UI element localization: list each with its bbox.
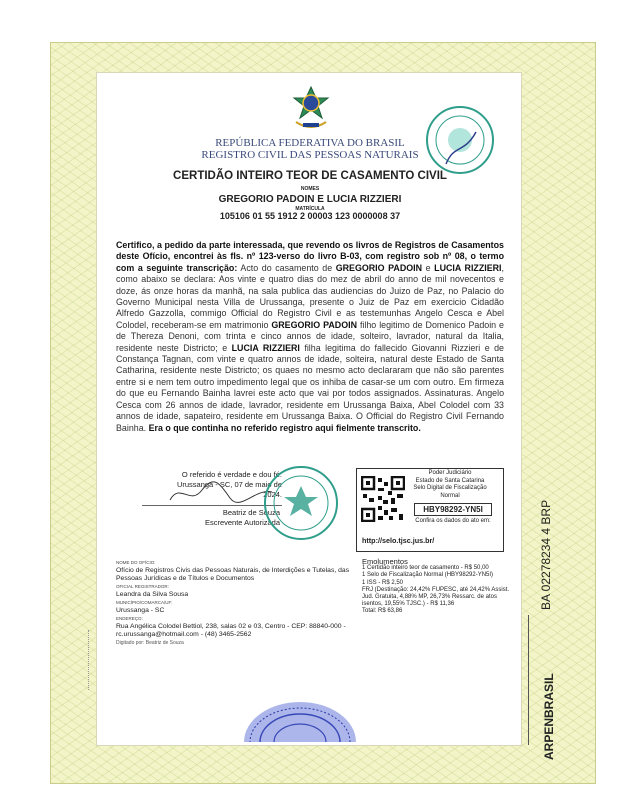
registrar-label: OFICIAL REGISTRADOR:: [116, 584, 169, 589]
attestation-text: O referido é verdade e dou fé.: [181, 470, 282, 479]
body-and: e: [422, 262, 435, 273]
address-label: ENDEREÇO:: [116, 616, 143, 621]
signature-line: [142, 505, 282, 506]
matricula-number: 105106 01 55 1912 2 00003 123 0000008 37: [219, 211, 401, 221]
fee-total: Total: R$ 63,86: [362, 608, 403, 615]
certificate-title: CERTIDÃO INTEIRO TEOR DE CASAMENTO CIVIL: [173, 170, 447, 182]
margin-rule: [528, 615, 529, 745]
closing-statement: Era o que continha no referido registro aqui fielmente transcrito.: [148, 422, 421, 433]
signatory-name: Beatriz de Souza: [222, 508, 280, 517]
digital-seal-header: [404, 470, 496, 500]
body-text-1: Acto do casamento de: [237, 262, 336, 273]
fee-line: 1 ISS - R$ 2,50: [362, 579, 404, 586]
municipality-label: MUNICÍPIO/COMARCA/UF:: [116, 600, 173, 605]
serial-text: BA 02278234 4 BRP: [539, 499, 553, 610]
qr-code-icon[interactable]: [361, 476, 405, 522]
fees-title: Emolumentos: [362, 557, 408, 566]
registry-office-info: [116, 559, 352, 647]
registrar-name: Leandra da Silva Sousa: [116, 591, 189, 598]
coat-of-arms-icon: [290, 86, 332, 132]
certification-intro: Certifico, a pedido da parte interessada, que revendo os livros de Registros de Casamentos deste Ofício, encontrei às fls. nº 123-verso do livro B-03, com registro sob nº 08, o termo com a seguinte transcrição:: [116, 240, 504, 273]
municipality: Urussanga - SC: [116, 607, 165, 614]
bride-name-2: LUCIA RIZZIERI: [231, 342, 300, 353]
seal-code: HBY98292-YN5I: [414, 503, 492, 516]
bride-name: LUCIA RIZZIERI: [434, 262, 502, 273]
matricula-label: MATRÍCULA: [295, 206, 325, 212]
fee-line: FRJ (Destinação: 24,42% FUPESC, até 24,42% Assist. Jud. Gratuita, 4,88% MP, 26,73% Ressarc. de atos isentos, 19,55% TJSC.) - R$ 11,36: [362, 586, 510, 608]
paper-serial-number: [536, 470, 556, 612]
selo-line-3: Selo Digital de Fiscalização: [413, 485, 487, 491]
republic-title: REPÚBLICA FEDERATIVA DO BRASIL: [215, 137, 405, 149]
place-date: Urussanga - SC, 07 de maio de 2024.: [176, 480, 282, 499]
seal-verify-link[interactable]: http://selo.tjsc.jus.br/: [362, 536, 435, 545]
registry-seal-stamp: [262, 464, 340, 542]
body-text-3: filho legitimo de Domenico Padoin e de Thereza Denoni, com trinta e cinco annos de idade, solteiro, lavrador, natural da Italia, residente neste Districto; e: [116, 319, 504, 353]
arpen-brand-logo: [540, 632, 556, 762]
address: Rua Angélica Colodel Bettiol, 238, salas 02 e 03, Centro - CEP: 88840-000 - rc.urussanga@hotmail.com - (48) 3465-2562: [116, 623, 346, 638]
selo-line-4: Normal: [440, 492, 460, 499]
groom-name-2: GREGORIO PADOIN: [271, 319, 357, 330]
body-text-4: filha legitima do fallecido Giovanni Rizzieri e de Constança Tagnan, com vinte e quatro annos de idade, solteira, natural deste Estado de Santa Catharina, residente neste Districto; os quaes no mesmo acto declararam que não são parentes entre si e nem tem outro impedimento legal que os inhiba de casar-se um com outro. Em firmeza do que eu Fernando Bainha lavrei este acto que vai por todos assignados. Assinaturas. Angelo Cesca com 26 annos de idade, lavrador, residente em Urussanga Baixa, Abel Colodel com 33 annos de idade, sapateiro, residente em Urussanga Baixa. O Official do Registro Civil Fernando Bainha.: [116, 342, 504, 433]
body-text-2: , como abaixo se declara: Aos vinte e quatro dias do mez de abril do anno de mil novecentos e doze, ás onze horas da manhã, na sala publica das audiencias do Juizo de Paz, no Palacio do Governo Municipal nesta Villa de Urussanga, presente o Juiz de Paz em exercicio Cidadão Alfredo Gazzolla, commigo Official do Registro Civil e as testemunhas Angelo Cesca e Abel Colodel, receberam-se em matrimonio: [116, 262, 504, 330]
certificate-body: [116, 240, 504, 434]
signatory-role: Escrevente Autorizada: [204, 518, 280, 527]
seal-verify-text: Confira os dados do ato em:: [415, 518, 491, 524]
brand-text: ARPENBRASIL: [542, 673, 556, 760]
spouse-names: GREGORIO PADOIN E LUCIA RIZZIERI: [218, 194, 402, 205]
names-label: NOMES: [300, 186, 320, 192]
paper-microprint: [88, 630, 99, 690]
official-seal-stamp: [424, 104, 496, 176]
office-name-label: NOME DO OFÍCIO:: [116, 560, 156, 565]
registry-title: REGISTRO CIVIL DAS PESSOAS NATURAIS: [201, 149, 419, 161]
fee-line: 1 Selo de Fiscalização Normal (HBY98292-YN5I): [362, 572, 494, 579]
fees-block: [362, 558, 512, 616]
signatory: [150, 508, 280, 528]
selo-line-2: Estado de Santa Catarina: [415, 477, 485, 484]
republic-heading: [150, 137, 470, 161]
groom-name: GREGORIO PADOIN: [335, 262, 423, 273]
selo-line-1: Poder Judiciário: [428, 470, 472, 476]
typed-by: Digitado por: Beatriz de Souza: [116, 640, 184, 646]
office-name: Ofício de Registros Civis das Pessoas Naturais, de Interdições e Tutelas, das Pessoas Jurídicas e de Títulos e Documentos: [116, 567, 350, 582]
fee-line: 1 Certidão inteiro teor de casamento - R$ 50,00: [362, 565, 489, 572]
security-rosette-icon: [240, 696, 360, 742]
